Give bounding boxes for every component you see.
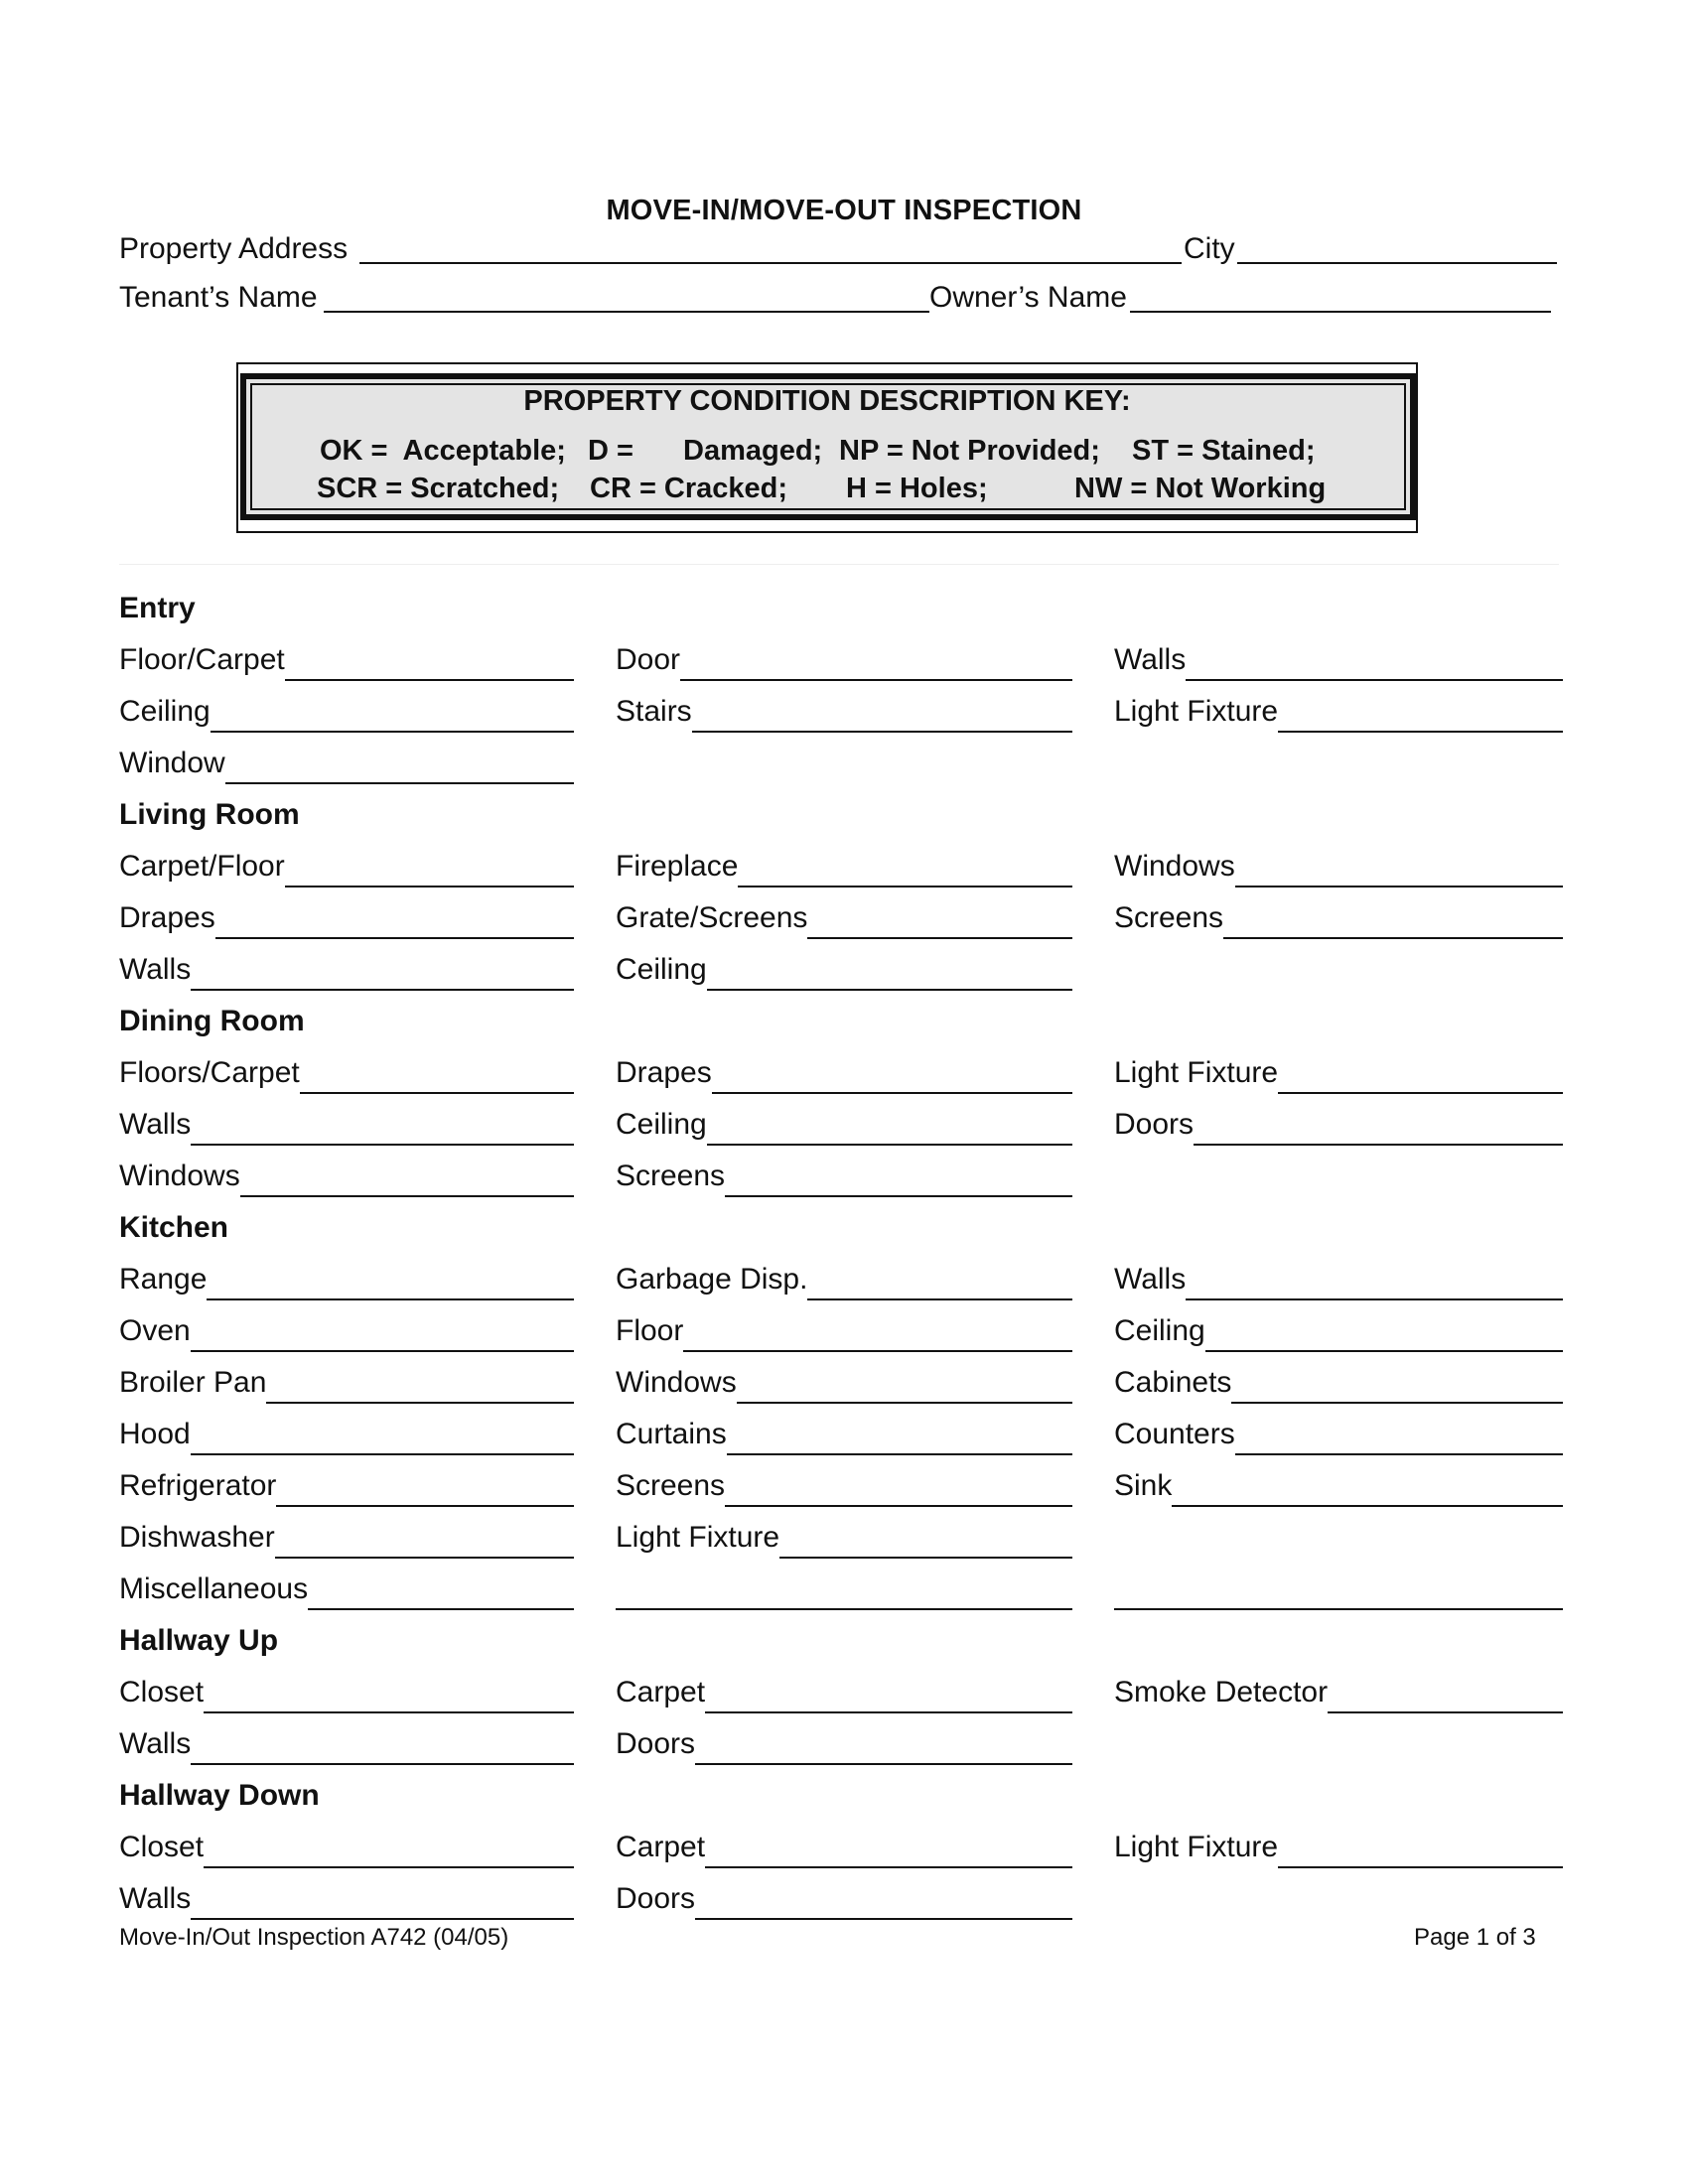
field-label: Walls bbox=[1114, 1263, 1187, 1296]
field-underline[interactable] bbox=[680, 679, 1072, 681]
field-hallway-down-walls[interactable] bbox=[119, 1882, 574, 1916]
field-underline[interactable] bbox=[705, 1711, 1072, 1713]
field-label: Carpet bbox=[616, 1676, 706, 1708]
field-label: Walls bbox=[119, 1727, 192, 1760]
field-underline[interactable] bbox=[695, 1763, 1072, 1765]
field-label: Doors bbox=[1114, 1108, 1195, 1141]
field-kitchen-walls[interactable] bbox=[1114, 1263, 1563, 1297]
field-label: Ceiling bbox=[119, 695, 211, 728]
field-label: Screens bbox=[616, 1469, 726, 1502]
field-underline[interactable] bbox=[1186, 679, 1563, 681]
field-label: Light Fixture bbox=[1114, 1831, 1279, 1863]
field-underline[interactable] bbox=[300, 1092, 574, 1094]
field-kitchen-counters[interactable] bbox=[1114, 1418, 1563, 1451]
field-label: Drapes bbox=[119, 901, 215, 934]
field-label: Sink bbox=[1114, 1469, 1173, 1502]
field-living-room-fireplace[interactable] bbox=[616, 850, 1072, 884]
field-label: Ceiling bbox=[616, 953, 707, 986]
field-underline[interactable] bbox=[240, 1195, 574, 1197]
field-underline[interactable] bbox=[1172, 1505, 1563, 1507]
field-underline[interactable] bbox=[191, 1350, 574, 1352]
field-label: Hood bbox=[119, 1418, 191, 1450]
field-label: Door bbox=[616, 643, 681, 676]
field-entry-window[interactable] bbox=[119, 747, 574, 780]
field-label: Broiler Pan bbox=[119, 1366, 267, 1399]
field-label: Curtains bbox=[616, 1418, 727, 1450]
field-label: Grate/Screens bbox=[616, 901, 808, 934]
owner-name-label: Owner’s Name bbox=[929, 281, 1127, 314]
field-hallway-up-walls[interactable] bbox=[119, 1727, 574, 1761]
field-label: Screens bbox=[1114, 901, 1224, 934]
field-label: Drapes bbox=[616, 1056, 712, 1089]
field-underline[interactable] bbox=[215, 937, 574, 939]
field-underline[interactable] bbox=[191, 1763, 574, 1765]
field-dining-room-ceiling[interactable] bbox=[616, 1108, 1072, 1142]
property-address-label: Property Address bbox=[119, 232, 349, 265]
field-label: Floors/Carpet bbox=[119, 1056, 300, 1089]
field-dining-room-doors[interactable] bbox=[1114, 1108, 1563, 1142]
field-underline[interactable] bbox=[1235, 1453, 1563, 1455]
field-underline[interactable] bbox=[285, 679, 574, 681]
field-underline[interactable] bbox=[285, 886, 574, 887]
field-hallway-down-carpet[interactable] bbox=[616, 1831, 1072, 1864]
field-living-room-windows[interactable] bbox=[1114, 850, 1563, 884]
city-field[interactable] bbox=[1237, 262, 1557, 264]
key-cr: CR = Cracked; bbox=[590, 473, 788, 504]
field-kitchen-hood[interactable] bbox=[119, 1418, 574, 1451]
field-kitchen-broiler-pan[interactable] bbox=[119, 1366, 574, 1400]
field-underline[interactable] bbox=[276, 1505, 574, 1507]
field-underline[interactable] bbox=[1194, 1144, 1563, 1146]
key-h: H = Holes; bbox=[846, 473, 988, 504]
field-kitchen-curtains[interactable] bbox=[616, 1418, 1072, 1451]
section-heading-hallway-up: Hallway Up bbox=[119, 1624, 279, 1657]
field-label: Ceiling bbox=[1114, 1314, 1205, 1347]
field-label: Walls bbox=[119, 953, 192, 986]
field-label: Dishwasher bbox=[119, 1521, 275, 1554]
field-label: Windows bbox=[119, 1160, 240, 1192]
field-underline[interactable] bbox=[1231, 1402, 1563, 1404]
field-kitchen-range[interactable] bbox=[119, 1263, 574, 1297]
field-hallway-up-carpet[interactable] bbox=[616, 1676, 1072, 1709]
tenant-name-label: Tenant’s Name bbox=[119, 281, 318, 314]
field-label: Fireplace bbox=[616, 850, 739, 883]
field-living-room-grate-screens[interactable] bbox=[616, 901, 1072, 935]
field-label: Refrigerator bbox=[119, 1469, 277, 1502]
key-np: NP = Not Provided; bbox=[839, 435, 1100, 467]
page-number: Page 1 of 3 bbox=[1414, 1924, 1536, 1951]
field-label: Floor bbox=[616, 1314, 684, 1347]
field-hallway-up-smoke-detector[interactable] bbox=[1114, 1676, 1563, 1709]
field-underline[interactable] bbox=[779, 1557, 1072, 1559]
field-underline[interactable] bbox=[727, 1453, 1072, 1455]
field-underline[interactable] bbox=[225, 782, 574, 784]
field-label: Stairs bbox=[616, 695, 692, 728]
field-underline[interactable] bbox=[616, 1608, 1072, 1610]
field-kitchen-light-fixture[interactable] bbox=[616, 1521, 1072, 1555]
field-label: Walls bbox=[119, 1108, 192, 1141]
field-label: Light Fixture bbox=[1114, 1056, 1279, 1089]
city-label: City bbox=[1184, 232, 1235, 265]
field-kitchen-blank-1[interactable] bbox=[616, 1572, 1072, 1606]
field-kitchen-blank-2[interactable] bbox=[1114, 1572, 1563, 1606]
field-label: Ceiling bbox=[616, 1108, 707, 1141]
field-kitchen-dishwasher[interactable] bbox=[119, 1521, 574, 1555]
field-label: Walls bbox=[119, 1882, 192, 1915]
field-underline[interactable] bbox=[807, 1298, 1072, 1300]
field-label: Closet bbox=[119, 1831, 205, 1863]
field-kitchen-oven[interactable] bbox=[119, 1314, 574, 1348]
field-living-room-walls[interactable] bbox=[119, 953, 574, 987]
form-title: MOVE-IN/MOVE-OUT INSPECTION bbox=[606, 195, 1082, 226]
divider bbox=[119, 564, 1559, 565]
field-living-room-drapes[interactable] bbox=[119, 901, 574, 935]
field-dining-room-light-fixture[interactable] bbox=[1114, 1056, 1563, 1090]
field-label: Smoke Detector bbox=[1114, 1676, 1329, 1708]
field-underline[interactable] bbox=[1114, 1608, 1563, 1610]
field-label: Counters bbox=[1114, 1418, 1235, 1450]
field-underline[interactable] bbox=[1328, 1711, 1563, 1713]
field-hallway-down-closet[interactable] bbox=[119, 1831, 574, 1864]
field-hallway-up-doors[interactable] bbox=[616, 1727, 1072, 1761]
field-label: Windows bbox=[616, 1366, 737, 1399]
field-label: Light Fixture bbox=[616, 1521, 780, 1554]
field-label: Walls bbox=[1114, 643, 1187, 676]
field-label: Closet bbox=[119, 1676, 205, 1708]
key-title: PROPERTY CONDITION DESCRIPTION KEY: bbox=[523, 385, 1131, 417]
field-underline[interactable] bbox=[1278, 1092, 1563, 1094]
field-label: Doors bbox=[616, 1882, 696, 1915]
key-damaged: Damaged; bbox=[683, 435, 823, 467]
field-underline[interactable] bbox=[191, 1918, 574, 1920]
field-dining-room-screens[interactable] bbox=[616, 1160, 1072, 1193]
key-scr: SCR = Scratched; bbox=[317, 473, 560, 504]
field-living-room-screens[interactable] bbox=[1114, 901, 1563, 935]
section-heading-living-room: Living Room bbox=[119, 798, 300, 831]
field-underline[interactable] bbox=[191, 989, 574, 991]
field-underline[interactable] bbox=[737, 1402, 1072, 1404]
field-label: Carpet/Floor bbox=[119, 850, 285, 883]
field-underline[interactable] bbox=[1186, 1298, 1563, 1300]
field-underline[interactable] bbox=[1235, 886, 1563, 887]
field-kitchen-refrigerator[interactable] bbox=[119, 1469, 574, 1503]
field-label: Oven bbox=[119, 1314, 191, 1347]
field-underline[interactable] bbox=[725, 1195, 1072, 1197]
field-label: Range bbox=[119, 1263, 208, 1296]
section-heading-kitchen: Kitchen bbox=[119, 1211, 229, 1244]
field-underline[interactable] bbox=[211, 731, 574, 733]
field-underline[interactable] bbox=[738, 886, 1072, 887]
field-underline[interactable] bbox=[204, 1711, 574, 1713]
field-hallway-up-closet[interactable] bbox=[119, 1676, 574, 1709]
field-underline[interactable] bbox=[712, 1092, 1072, 1094]
field-entry-ceiling[interactable] bbox=[119, 695, 574, 729]
field-kitchen-cabinets[interactable] bbox=[1114, 1366, 1563, 1400]
section-heading-hallway-down: Hallway Down bbox=[119, 1779, 320, 1812]
field-label: Cabinets bbox=[1114, 1366, 1232, 1399]
field-dining-room-windows[interactable] bbox=[119, 1160, 574, 1193]
field-underline[interactable] bbox=[725, 1505, 1072, 1507]
field-underline[interactable] bbox=[707, 989, 1072, 991]
field-underline[interactable] bbox=[707, 1144, 1072, 1146]
field-label: Floor/Carpet bbox=[119, 643, 285, 676]
field-label: Doors bbox=[616, 1727, 696, 1760]
field-hallway-down-doors[interactable] bbox=[616, 1882, 1072, 1916]
field-kitchen-floor[interactable] bbox=[616, 1314, 1072, 1348]
field-hallway-down-light-fixture[interactable] bbox=[1114, 1831, 1563, 1864]
field-kitchen-garbage-disp[interactable] bbox=[616, 1263, 1072, 1297]
field-dining-room-walls[interactable] bbox=[119, 1108, 574, 1142]
field-kitchen-sink[interactable] bbox=[1114, 1469, 1563, 1503]
key-d: D = bbox=[588, 435, 633, 467]
field-underline[interactable] bbox=[705, 1866, 1072, 1868]
field-living-room-ceiling[interactable] bbox=[616, 953, 1072, 987]
field-underline[interactable] bbox=[1223, 937, 1563, 939]
field-underline[interactable] bbox=[1205, 1350, 1563, 1352]
owner-name-field[interactable] bbox=[1130, 311, 1551, 313]
field-kitchen-screens[interactable] bbox=[616, 1469, 1072, 1503]
field-underline[interactable] bbox=[695, 1918, 1072, 1920]
field-underline[interactable] bbox=[207, 1298, 574, 1300]
property-address-field[interactable] bbox=[359, 262, 1182, 264]
field-underline[interactable] bbox=[692, 731, 1072, 733]
field-label: Light Fixture bbox=[1114, 695, 1279, 728]
field-entry-walls[interactable] bbox=[1114, 643, 1563, 677]
key-st: ST = Stained; bbox=[1132, 435, 1316, 467]
field-underline[interactable] bbox=[683, 1350, 1072, 1352]
field-dining-room-floors-carpet[interactable] bbox=[119, 1056, 574, 1090]
field-entry-floor-carpet[interactable] bbox=[119, 643, 574, 677]
field-underline[interactable] bbox=[191, 1453, 574, 1455]
key-nw: NW = Not Working bbox=[1074, 473, 1327, 504]
field-kitchen-miscellaneous[interactable] bbox=[119, 1572, 574, 1606]
field-underline[interactable] bbox=[191, 1144, 574, 1146]
form-id: Move-In/Out Inspection A742 (04/05) bbox=[119, 1924, 509, 1951]
field-underline[interactable] bbox=[807, 937, 1072, 939]
field-living-room-carpet-floor[interactable] bbox=[119, 850, 574, 884]
field-dining-room-drapes[interactable] bbox=[616, 1056, 1072, 1090]
tenant-name-field[interactable] bbox=[324, 311, 929, 313]
field-label: Miscellaneous bbox=[119, 1572, 309, 1605]
field-label: Window bbox=[119, 747, 225, 779]
field-label: Garbage Disp. bbox=[616, 1263, 808, 1296]
field-underline[interactable] bbox=[1278, 1866, 1563, 1868]
key-ok: OK = Acceptable; bbox=[320, 435, 566, 467]
field-underline[interactable] bbox=[266, 1402, 574, 1404]
field-kitchen-windows[interactable] bbox=[616, 1366, 1072, 1400]
section-heading-dining-room: Dining Room bbox=[119, 1005, 305, 1037]
field-entry-door[interactable] bbox=[616, 643, 1072, 677]
field-kitchen-ceiling[interactable] bbox=[1114, 1314, 1563, 1348]
section-heading-entry: Entry bbox=[119, 592, 196, 624]
field-label: Carpet bbox=[616, 1831, 706, 1863]
field-entry-light-fixture[interactable] bbox=[1114, 695, 1563, 729]
field-underline[interactable] bbox=[1278, 731, 1563, 733]
field-underline[interactable] bbox=[308, 1608, 574, 1610]
field-entry-stairs[interactable] bbox=[616, 695, 1072, 729]
field-label: Screens bbox=[616, 1160, 726, 1192]
field-underline[interactable] bbox=[275, 1557, 574, 1559]
field-label: Windows bbox=[1114, 850, 1235, 883]
field-underline[interactable] bbox=[204, 1866, 574, 1868]
